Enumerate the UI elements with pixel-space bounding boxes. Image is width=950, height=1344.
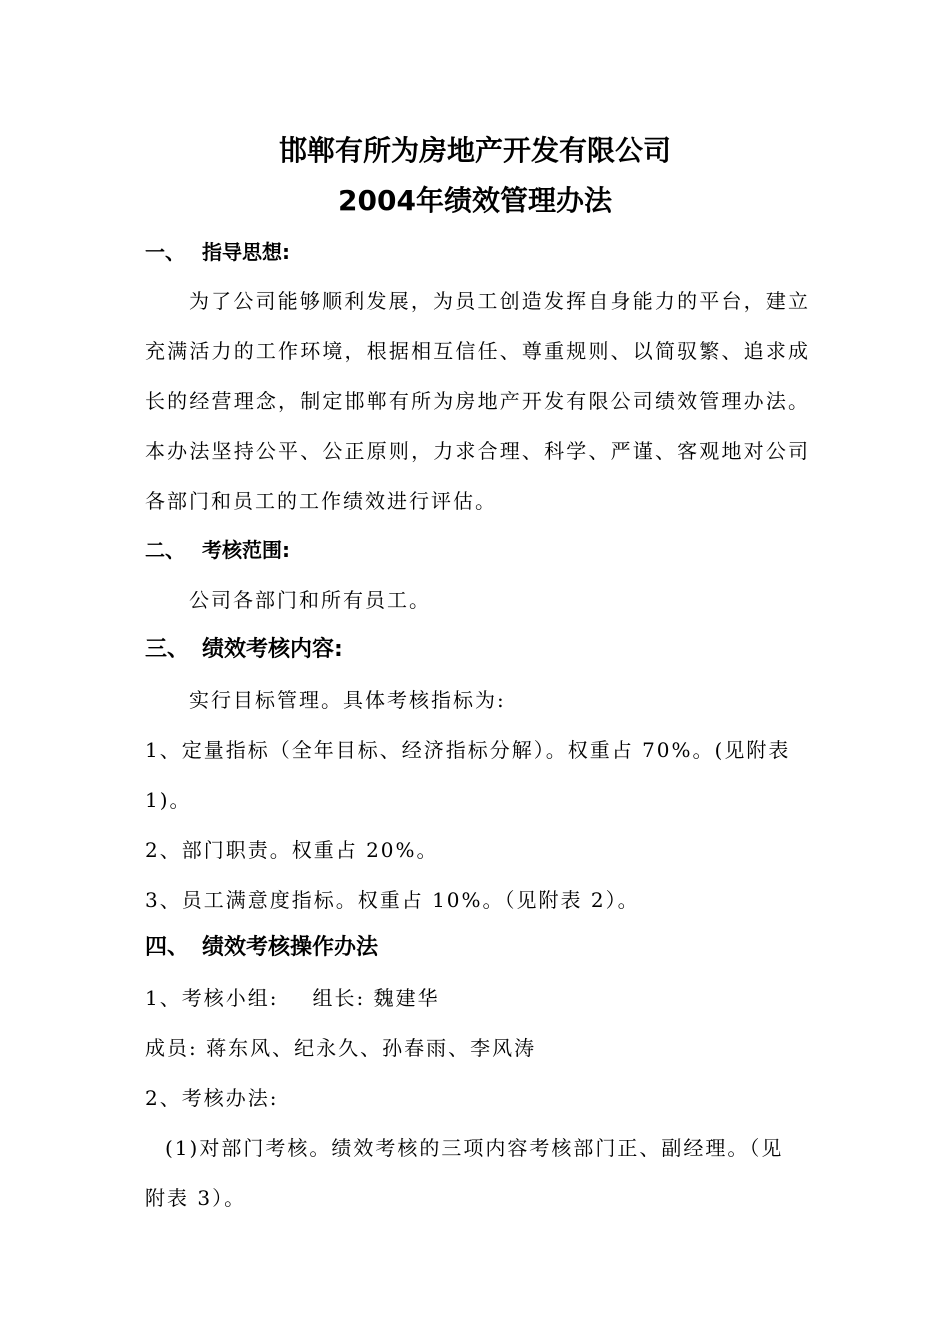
section-number: 四、 [145, 935, 190, 960]
document-title-year: 2004年绩效管理办法 [338, 184, 612, 217]
section-heading-operation [145, 934, 378, 962]
section-number: 二、 [145, 538, 185, 562]
section-title: 绩效考核操作办法 [202, 935, 379, 960]
list-item-dept-duty: 2、部门职责。权重占 20%。 [145, 838, 439, 862]
list-item-dept-exam-cont: 附表 3）。 [145, 1186, 247, 1210]
paragraph-scope: 公司各部门和所有员工。 [189, 588, 431, 612]
list-item-satisfaction: 3、员工满意度指标。权重占 10%。（见附表 2）。 [145, 888, 640, 912]
exam-group-leader: 组长: 魏建华 [312, 986, 440, 1010]
section-number: 一、 [145, 240, 185, 264]
section-heading-scope [145, 536, 290, 564]
list-item-quantitative-cont: 1)。 [145, 788, 192, 812]
exam-group-members: 成员: 蒋东风、纪永久、孙春雨、李风涛 [145, 1036, 537, 1060]
paragraph-guiding: 为了公司能够顺利发展，为员工创造发挥自身能力的平台，建立充满活力的工作环境，根据相互信任、尊重规则、以简驭繁、追求成长的经营理念，制定邯郸有所为房地产开发有限公司绩效管理办法。本办法坚持公平、公正原则，力求合理、科学、严谨、客观地对公司各部门和员工的工作绩效进行评估。 [145, 289, 810, 513]
exam-group-label: 1、考核小组: [145, 986, 279, 1010]
list-item-exam-group [145, 984, 440, 1012]
section-heading-guiding [145, 238, 290, 266]
section-number: 三、 [145, 637, 190, 662]
list-item-exam-method: 2、考核办法: [145, 1086, 279, 1110]
section-title: 指导思想: [202, 240, 290, 264]
list-item-quantitative: 1、定量指标（全年目标、经济指标分解）。权重占 70%。(见附表 [145, 738, 791, 762]
paragraph-content-intro: 实行目标管理。具体考核指标为: [189, 688, 506, 712]
document-title-company: 邯郸有所为房地产开发有限公司 [278, 134, 671, 167]
list-item-dept-exam: (1)对部门考核。绩效考核的三项内容考核部门正、副经理。（见 [165, 1136, 784, 1160]
section-title: 绩效考核内容: [202, 637, 343, 662]
section-title: 考核范围: [202, 538, 290, 562]
section-heading-content [145, 636, 343, 664]
